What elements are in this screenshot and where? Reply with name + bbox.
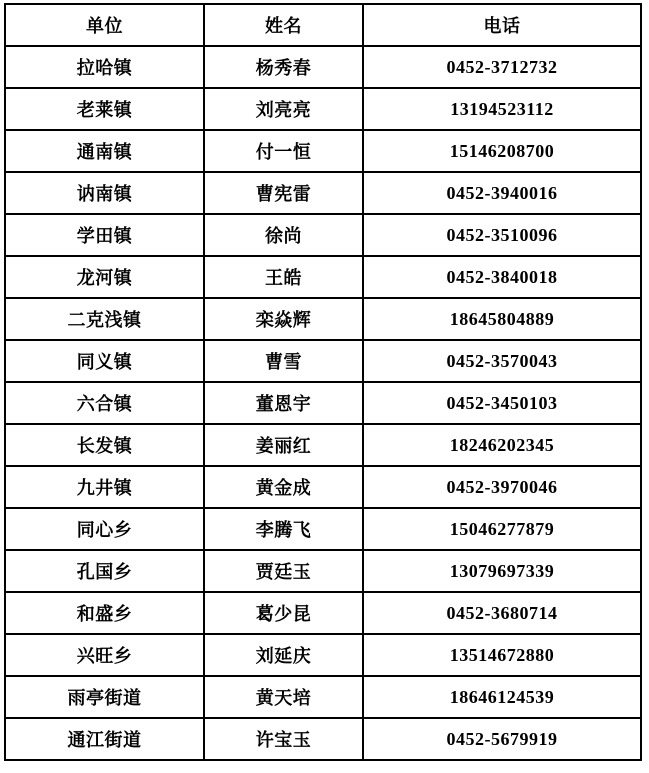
- name-cell: 黄金成: [204, 466, 363, 508]
- column-header-unit: 单位: [5, 4, 204, 46]
- name-cell: 刘亮亮: [204, 88, 363, 130]
- phone-cell: 0452-3970046: [363, 466, 641, 508]
- unit-cell: 龙河镇: [5, 256, 204, 298]
- name-cell: 曹雪: [204, 340, 363, 382]
- column-header-phone: 电话: [363, 4, 641, 46]
- phone-cell: 0452-3840018: [363, 256, 641, 298]
- column-header-name: 姓名: [204, 4, 363, 46]
- name-cell: 栾焱辉: [204, 298, 363, 340]
- unit-cell: 雨亭街道: [5, 676, 204, 718]
- unit-cell: 讷南镇: [5, 172, 204, 214]
- unit-cell: 同义镇: [5, 340, 204, 382]
- unit-cell: 孔国乡: [5, 550, 204, 592]
- phone-cell: 0452-3712732: [363, 46, 641, 88]
- name-cell: 王皓: [204, 256, 363, 298]
- phone-cell: 13514672880: [363, 634, 641, 676]
- unit-cell: 二克浅镇: [5, 298, 204, 340]
- header-row: [5, 4, 641, 46]
- unit-cell: 老莱镇: [5, 88, 204, 130]
- table-row: [5, 676, 641, 718]
- phone-cell: 18646124539: [363, 676, 641, 718]
- table-row: [5, 634, 641, 676]
- phone-cell: 0452-5679919: [363, 718, 641, 760]
- phone-cell: 18246202345: [363, 424, 641, 466]
- unit-cell: 通江街道: [5, 718, 204, 760]
- name-cell: 徐尚: [204, 214, 363, 256]
- unit-cell: 六合镇: [5, 382, 204, 424]
- phone-cell: 15046277879: [363, 508, 641, 550]
- unit-cell: 兴旺乡: [5, 634, 204, 676]
- phone-cell: 18645804889: [363, 298, 641, 340]
- table-row: [5, 88, 641, 130]
- table-row: [5, 424, 641, 466]
- name-cell: 葛少昆: [204, 592, 363, 634]
- unit-cell: 通南镇: [5, 130, 204, 172]
- unit-cell: 九井镇: [5, 466, 204, 508]
- name-cell: 黄天培: [204, 676, 363, 718]
- phone-cell: 0452-3510096: [363, 214, 641, 256]
- table-body: [5, 46, 641, 760]
- table-head: [5, 4, 641, 46]
- table-row: [5, 130, 641, 172]
- phone-cell: 13079697339: [363, 550, 641, 592]
- table-row: [5, 718, 641, 760]
- contact-table: [4, 3, 642, 761]
- table-row: [5, 466, 641, 508]
- phone-cell: 15146208700: [363, 130, 641, 172]
- unit-cell: 和盛乡: [5, 592, 204, 634]
- unit-cell: 拉哈镇: [5, 46, 204, 88]
- name-cell: 杨秀春: [204, 46, 363, 88]
- unit-cell: 长发镇: [5, 424, 204, 466]
- name-cell: 董恩宇: [204, 382, 363, 424]
- name-cell: 贾廷玉: [204, 550, 363, 592]
- unit-cell: 学田镇: [5, 214, 204, 256]
- table-row: [5, 256, 641, 298]
- table-row: [5, 298, 641, 340]
- name-cell: 姜丽红: [204, 424, 363, 466]
- table-row: [5, 550, 641, 592]
- phone-cell: 0452-3450103: [363, 382, 641, 424]
- table-row: [5, 340, 641, 382]
- table-row: [5, 508, 641, 550]
- name-cell: 付一恒: [204, 130, 363, 172]
- phone-cell: 0452-3940016: [363, 172, 641, 214]
- phone-cell: 0452-3570043: [363, 340, 641, 382]
- name-cell: 李腾飞: [204, 508, 363, 550]
- name-cell: 许宝玉: [204, 718, 363, 760]
- table-row: [5, 214, 641, 256]
- phone-cell: 13194523112: [363, 88, 641, 130]
- table-row: [5, 172, 641, 214]
- unit-cell: 同心乡: [5, 508, 204, 550]
- table-row: [5, 46, 641, 88]
- phone-cell: 0452-3680714: [363, 592, 641, 634]
- table-row: [5, 382, 641, 424]
- table-row: [5, 592, 641, 634]
- name-cell: 刘延庆: [204, 634, 363, 676]
- name-cell: 曹宪雷: [204, 172, 363, 214]
